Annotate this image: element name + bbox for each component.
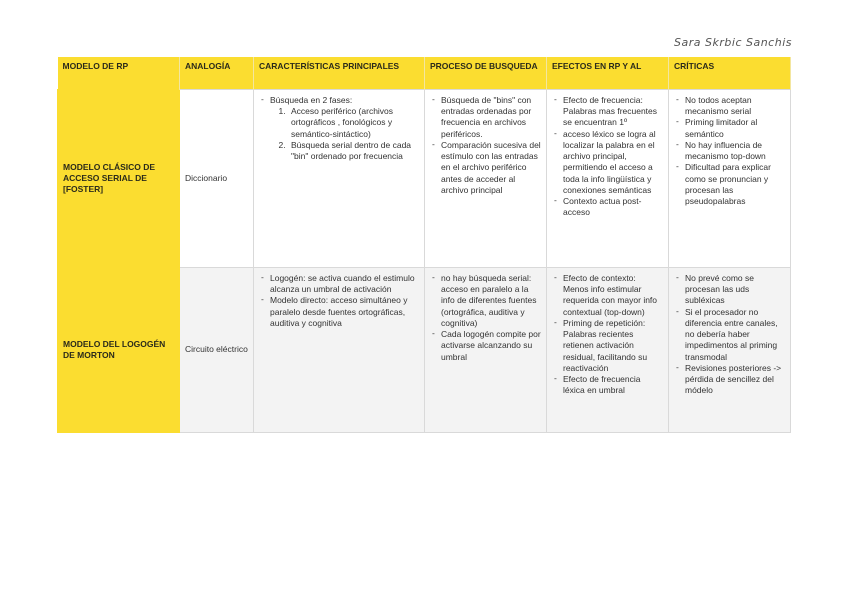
list-item: - Priming limitador al semántico: [674, 117, 785, 139]
critics-cell: [669, 268, 791, 433]
list-item: - Priming de repetición: Palabras recientes retienen activación residual, facilitando su reactivación: [552, 318, 663, 374]
author-name: Sara Skrbic Sanchis: [674, 36, 792, 49]
list-item: - No todos aceptan mecanismo serial: [674, 95, 785, 117]
analogy-cell: Diccionario: [180, 90, 254, 268]
critics-cell: [669, 90, 791, 268]
list-item: - Logogén: se activa cuando el estimulo alcanza un umbral de activación: [259, 273, 419, 295]
model-name: MODELO DEL LOGOGÉN DE MORTON: [58, 268, 180, 433]
list-item: - Modelo directo: acceso simultáneo y paralelo desde fuentes ortográficas, auditiva y cognitiva: [259, 295, 419, 329]
list-item: - Contexto actua post-acceso: [552, 196, 663, 218]
list-item: - Búsqueda de "bins" con entradas ordenadas por frecuencia en archivos periféricos.: [430, 95, 541, 140]
table-row: [58, 268, 791, 433]
table-header-row: [58, 57, 791, 90]
list-item: - Efecto de frecuencia: Palabras mas frecuentes se encuentran 1º: [552, 95, 663, 129]
list-item: - Efecto de frecuencia léxica en umbral: [552, 374, 663, 396]
features-intro: - Búsqueda en 2 fases: 1. Acceso periférico (archivos ortográficos , fonológicos y semántico-sintáctico) 2. Búsqueda serial dentro de cada "bin" ordenado por frecuencia: [259, 95, 419, 162]
list-item: - Efecto de contexto: Menos info estimular requerida con mayor info contextual (top-down): [552, 273, 663, 318]
header-analogy: ANALOGÍA: [180, 57, 254, 90]
effects-cell: [547, 268, 669, 433]
list-item: - Dificultad para explicar como se pronuncian y procesan las pseudopalabras: [674, 162, 785, 207]
search-cell: [425, 90, 547, 268]
list-item: - Revisiones posteriores -> pérdida de sencillez del módelo: [674, 363, 785, 397]
header-features: CARACTERÍSTICAS PRINCIPALES: [254, 57, 425, 90]
model-name: MODELO CLÁSICO DE ACCESO SERIAL DE [FOSTER]: [58, 90, 180, 268]
features-steps: [270, 106, 419, 162]
table-row: [58, 90, 791, 268]
list-item: - Si el procesador no diferencia entre canales, no debería haber impedimentos al priming transmodal: [674, 307, 785, 363]
list-item: - acceso léxico se logra al localizar la palabra en el archivo principal, permitiendo el acceso a toda la info lingüística y conexiones semánticas: [552, 129, 663, 196]
list-item: 1. Acceso periférico (archivos ortográficos , fonológicos y semántico-sintáctico): [288, 106, 419, 140]
list-item: - no hay búsqueda serial: acceso en paralelo a la info de diferentes fuentes (ortográfica, auditiva y cognitiva): [430, 273, 541, 329]
header-effects: EFECTOS EN RP Y AL: [547, 57, 669, 90]
search-cell: [425, 268, 547, 433]
rp-models-table: [57, 57, 791, 433]
list-item: - Comparación sucesiva del estímulo con las entradas en el archivo periférico antes de acceder al archivo principal: [430, 140, 541, 196]
list-item: - No prevé como se procesan las uds subléxicas: [674, 273, 785, 307]
header-model: MODELO DE RP: [58, 57, 180, 90]
effects-cell: [547, 90, 669, 268]
list-item: 2. Búsqueda serial dentro de cada "bin" ordenado por frecuencia: [288, 140, 419, 162]
list-item: - No hay influencia de mecanismo top-down: [674, 140, 785, 162]
list-item: - Cada logogén compite por activarse alcanzando su umbral: [430, 329, 541, 363]
features-cell: [254, 90, 425, 268]
header-critics: CRÍTICAS: [669, 57, 791, 90]
features-cell: [254, 268, 425, 433]
analogy-cell: Circuito eléctrico: [180, 268, 254, 433]
header-search: PROCESO DE BUSQUEDA: [425, 57, 547, 90]
